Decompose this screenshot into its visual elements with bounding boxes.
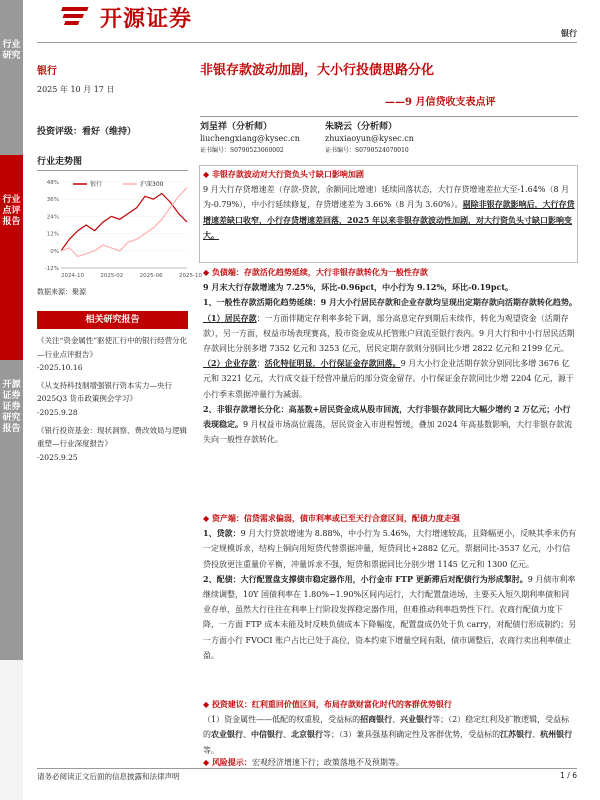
sec3-text: 等；（2）稳定红利及扩散逻辑，受益标的 (203, 715, 570, 740)
sec1-item1-sub1: （1）居民存款 (203, 312, 257, 323)
author-name: 朱晓云（分析师） (325, 122, 398, 132)
report-date: 2025 年 10 月 17 日 (37, 85, 115, 94)
diamond-bullet-icon: ◆ (203, 699, 212, 709)
related-reports-header: 相关研究报告 (37, 311, 188, 329)
y-tick-label: -12% (44, 266, 59, 272)
stock-name: 北京银行 (291, 729, 323, 740)
x-tick-label: 2025-10 (179, 273, 202, 279)
report-subtitle: ——9 月信贷收支表点评 (385, 97, 496, 108)
footer-disclaimer: 请务必阅读正文后面的信息披露和法律声明 (37, 772, 180, 781)
report-title: 非银存款波动加剧，大小行投债思路分化 (200, 63, 435, 78)
risk-body: 宏观经济增速下行；政策落地不及预期等。 (251, 758, 404, 767)
trend-title: 行业走势图 (37, 157, 83, 167)
x-tick-label: 2025-06 (139, 273, 163, 279)
sector-name: 银行 (37, 66, 57, 77)
risk-label: 风险提示： (211, 757, 252, 767)
data-source: 数据来源：聚源 (37, 288, 86, 296)
strip-middle-label: 行业点评报告 (0, 155, 23, 360)
sec2-item1-head: 1、贷款： (203, 528, 241, 539)
legend-label: 银行 (90, 181, 103, 188)
sec2-item2-head: 2、配债：大行配置盘支撑债市稳定器作用，小行金市 FTP 更新滞后对配债行为形成掣肘。 (203, 573, 528, 584)
author-cert: 证书编号：S0790524070010 (325, 147, 409, 154)
y-tick-label: 48% (46, 180, 59, 186)
sec2-item1-body: 9 月大行贷款增速为 8.88%，中小行为 5.46%，大行增速较高，且降幅更小，反映其季末仍有一定规模诉求，结构上铜向用短贷代替票据冲量，短贷同比+2882 亿元，票据同比-3537 亿元，小行信贷投放更注重量价平衡，冲量诉求不强，短贷和票据同比分别少增 1145 亿元和 1300 亿元。 (203, 529, 577, 569)
brand-logo-icon (62, 3, 92, 29)
sec3-text: （1）资金属性——低配的权重股，受益标的 (203, 715, 361, 725)
sec1-item1-body2a: ： (256, 359, 265, 369)
related-report-date: -2025.9.28 (37, 407, 78, 417)
related-report-list (37, 334, 188, 464)
sec3-text: 、 (243, 730, 251, 740)
stock-name: 兴业银行 (400, 714, 433, 725)
summary-text (203, 167, 577, 243)
sec3-text: 等；（3）兼具强基利确定性及客群优势，受益标的 (323, 730, 501, 740)
section-liabilities (203, 265, 577, 447)
author-email[interactable]: liuchengxiang@kysec.cn (200, 134, 300, 143)
section-heading: 负债端：存款活化趋势延续，大行非银存款转化为一般性存款 (211, 267, 428, 277)
sec1-item1-head: 1、一般性存款活期化趋势延续：9 月大小行居民存款和企业存款均呈现出定期存款向活期存款转化趋势。 (203, 297, 577, 308)
section-heading: 资产端：信贷需求偏弱，债市利率或已至天行合意区间，配债力度走强 (211, 513, 460, 523)
summary-p1a: 9 月大行存贷增速差（存款-贷款，余额同比增速）延续回落状态，大行存贷增速差拉大至-1.64%（8 月为-0.79%），中小行延续修复，存贷增速差为 3.66%（8 月为 3.60%）。 (203, 185, 570, 210)
section-heading: 投资建议：红利重回价值区间，布局存款财富化时代的客群优势银行 (211, 699, 452, 709)
diamond-bullet-icon: ◆ (203, 513, 212, 523)
author-email[interactable]: zhuxiaoyun@kysec.cn (325, 134, 414, 143)
header-sector-tag: 银行 (561, 29, 577, 38)
trend-chart (37, 176, 202, 284)
author-divider (200, 116, 578, 117)
sec2-item2-body: 9 月债市利率继续调整，10Y 国债利率在 1.80%~1.90%区间内运行，大行配置盘进场，主要买入短久期利率债和同业存单，虽然大行往往在利率上行阶段发挥稳定器作用，但难推动利率趋势性下行。农商行配债力度下降，一方面 FTP 成本未能及时反映负债成本下降幅度，配置盘成仍处于负 carry，对配债行形成制约；另一方面小行 FVOCI 账户占比已处于高位，资本约束下增量空间有限，债市调整后，农商行卖出利率债止盈。 (203, 574, 577, 660)
strip-top-label: 行业研究 (0, 0, 23, 155)
section-investment (203, 697, 577, 758)
sec3-text: 等。 (203, 745, 219, 755)
series-line-csi300 (61, 188, 187, 257)
x-tick-label: 2025-02 (100, 273, 124, 279)
stock-name: 杭州银行 (540, 729, 573, 740)
related-report-item[interactable] (37, 424, 188, 465)
sec1-lead: 9 月末大行存款增速为 7.25%，环比-0.96pct，中小行为 9.12%，环比-0.19pct。 (203, 282, 514, 293)
section-assets (203, 511, 577, 663)
footer-divider (37, 768, 577, 769)
rating-label: 投资评级：看好（维持） (37, 127, 137, 137)
y-tick-label: 0% (50, 248, 59, 255)
sec3-text: 、 (392, 715, 401, 725)
y-tick-label: 12% (46, 231, 59, 238)
summary-heading: 非银存款波动对大行资负头寸缺口影响加剧 (211, 169, 364, 179)
author-card (325, 121, 414, 157)
sec1-item1-body1: ：一方面伴随定存利率多轮下调，部分高息定存到期后未续作，转化为观望资金（活期存款），另一方面，权益市场表现赛高，股市资金成从托管账户回流至银行表内。9 月大行和中小行居民活期存款同比分别多增 7352 亿元和 3253 亿元，居民定期存款则分别同比少增 2822 亿元和 2199 亿元。 (203, 313, 575, 354)
related-report-title: 《从支持科技制增强银行资本实力—央行 2025Q3 货币政策例会学习》 (37, 380, 172, 404)
diamond-bullet-icon: ◆ (203, 169, 212, 179)
diamond-bullet-icon: ◆ (203, 267, 212, 277)
related-report-title: 《银行投资基金：现状洞察、费改效局与逻辑重塑—行业深度报告》 (37, 425, 187, 449)
author-name: 刘呈祥（分析师） (200, 122, 273, 132)
y-tick-label: 36% (46, 197, 59, 204)
author-card (200, 121, 300, 157)
sec1-item1-body2b: 活化特征明显，小行保证金存款回落。 (264, 358, 401, 369)
sec3-text: 、 (532, 730, 541, 740)
brand-name: 开源证券 (100, 7, 193, 32)
series-line-bank (61, 194, 187, 251)
sec1-item2-body: 9 月权益市场高位震荡，居民资金入市进程暂缓，叠加 2024 年高基数影响，大行非银存款流失向一般性存款转化。 (203, 420, 573, 445)
related-report-date: -2025.9.25 (37, 452, 78, 462)
trend-divider (37, 170, 188, 171)
stock-name: 农业银行 (211, 729, 243, 740)
summary-p1b: 剔除非银存款影响后，大行存贷增速差缺口收窄，小行存贷增速差回落，2025 年以来非银存款波动性加剧，对大行资负头寸缺口影响变大。 (203, 199, 575, 240)
stock-name: 江苏银行 (500, 729, 533, 740)
header-divider (37, 42, 577, 43)
legend-label: 沪深300 (140, 181, 164, 188)
author-cert: 证书编号：S0790523060002 (200, 147, 284, 154)
stock-name: 招商银行 (360, 714, 393, 725)
related-report-item[interactable] (37, 334, 188, 375)
related-report-title: 《关注“资金属性”驱使汇行中的银行经营分化—行业点评报告》 (37, 336, 188, 359)
related-report-date: -2025.10.16 (37, 363, 83, 373)
sec3-text: 、 (283, 730, 291, 740)
stock-name: 中信银行 (251, 729, 283, 740)
x-tick-label: 2024-10 (61, 273, 84, 279)
y-tick-label: 24% (46, 214, 59, 221)
sec1-item1-body2c: 9 月大小行企业活期存款分别同比多增 3676 亿元和 3221 亿元，大行成交益于经营冲量后的部分资金留存。小行保证金存款同比少增 2204 亿元，源于小行季末票据冲量行为减弱。 (203, 359, 574, 399)
related-report-item[interactable] (37, 379, 188, 420)
strip-bottom-label: 开源证券 证券研究报告 (0, 360, 23, 660)
sec1-item1-sub2: （2）企业存款 (203, 358, 257, 369)
page-number: 1 / 6 (560, 771, 577, 780)
sec1-item2-head: 2、非银存款增长分化：高基数+居民资金成从股市回流，大行非银存款同比大幅少增约 2 万亿元；小行表现稳定。 (203, 403, 571, 430)
diamond-bullet-icon: ◆ (203, 757, 212, 767)
